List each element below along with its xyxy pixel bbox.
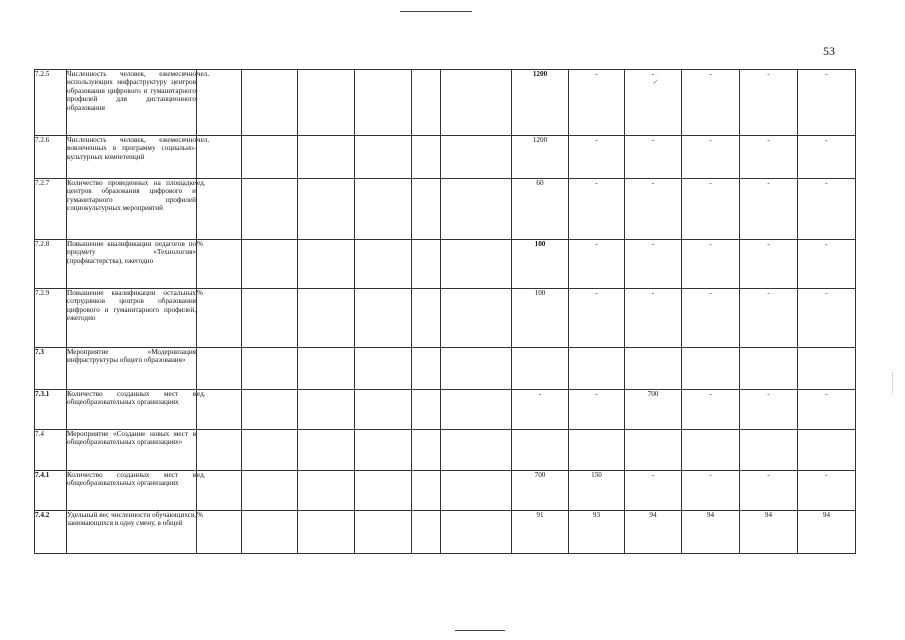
value-cell: 100 — [512, 240, 569, 289]
indicator-description: Повышение квалификации педагогов по предмету «Технология» (профмастерства), ежегодно — [67, 240, 197, 289]
value-cell: - — [798, 179, 856, 240]
row-number: 7.4 — [35, 430, 67, 471]
row-number: 7.2.9 — [35, 289, 67, 348]
value-cell: - — [740, 70, 798, 136]
value-cell: - — [740, 471, 798, 511]
value-cell: - — [569, 289, 625, 348]
indicator-description: Мероприятие «Модернизация инфраструктуры общего образования» — [67, 348, 197, 390]
table-row — [35, 348, 856, 390]
value-cell: - — [798, 240, 856, 289]
value-cell — [625, 430, 682, 471]
indicator-description: Удельный вес численности обучающихся, занимающихся в одну смену, в общей — [67, 511, 197, 554]
indicator-description: Численность человек, ежемесячно использующих инфраструктуру центров образования цифрового и гуманитарного профилей для дистанционного образования — [67, 70, 197, 136]
scan-artifact — [892, 372, 898, 394]
value-cell: - — [682, 240, 740, 289]
value-cell — [740, 348, 798, 390]
value-cell: - — [682, 136, 740, 179]
value-cell: - — [682, 289, 740, 348]
value-cell — [682, 348, 740, 390]
row-number: 7.3 — [35, 348, 67, 390]
unit-cell — [197, 430, 242, 471]
table-row — [35, 430, 856, 471]
unit-cell: ед. — [197, 471, 242, 511]
value-cell: - — [682, 390, 740, 430]
value-cell — [569, 430, 625, 471]
value-cell: - — [569, 70, 625, 136]
row-number: 7.4.2 — [35, 511, 67, 554]
value-cell: 94 — [682, 511, 740, 554]
indicator-description: Численность человек, ежемесячно вовлеченных в программу социально-культурных компетенций — [67, 136, 197, 179]
table-row — [35, 70, 856, 136]
indicator-description: Повышение квалификации остальных сотрудников центров образования цифрового и гуманитарного профилей, ежегодно — [67, 289, 197, 348]
value-cell: - — [798, 289, 856, 348]
unit-cell: % — [197, 511, 242, 554]
unit-cell: ед. — [197, 390, 242, 430]
value-cell: 94 — [798, 511, 856, 554]
value-text: - — [651, 70, 655, 78]
value-cell — [512, 348, 569, 390]
value-cell: - — [740, 240, 798, 289]
unit-cell: чел. — [197, 136, 242, 179]
value-cell: 91 — [512, 511, 569, 554]
value-cell: 93 — [569, 511, 625, 554]
row-number: 7.2.6 — [35, 136, 67, 179]
value-cell: - — [569, 179, 625, 240]
row-number: 7.3.1 — [35, 390, 67, 430]
top-header-rule — [400, 11, 472, 12]
unit-cell: % — [197, 240, 242, 289]
row-number: 7.4.1 — [35, 471, 67, 511]
table-row — [35, 511, 856, 554]
value-cell: - — [798, 390, 856, 430]
value-cell: - — [625, 240, 682, 289]
value-cell — [569, 348, 625, 390]
indicator-description: Мероприятие «Создание новых мест в общеобразовательных организациях» — [67, 430, 197, 471]
unit-cell: чел. — [197, 70, 242, 136]
indicators-table — [34, 69, 856, 554]
value-cell: - — [625, 289, 682, 348]
value-cell: - — [682, 70, 740, 136]
value-cell: - — [798, 70, 856, 136]
value-cell: 700 — [512, 471, 569, 511]
value-cell: 94 — [740, 511, 798, 554]
indicator-description: Количество созданных мест в общеобразовательных организациях — [67, 471, 197, 511]
value-cell: - — [740, 136, 798, 179]
indicator-description: Количество проведенных на площадке центров образования цифрового и гуманитарного профилей социокультурных мероприятий — [67, 179, 197, 240]
value-cell: - — [569, 136, 625, 179]
value-cell: - — [625, 136, 682, 179]
value-cell: 700 — [625, 390, 682, 430]
unit-cell: % — [197, 289, 242, 348]
value-cell — [625, 70, 682, 136]
value-cell: 94 — [625, 511, 682, 554]
value-cell — [512, 430, 569, 471]
value-cell: 1200 — [512, 70, 569, 136]
value-cell: - — [625, 471, 682, 511]
row-number: 7.2.5 — [35, 70, 67, 136]
unit-cell — [197, 348, 242, 390]
table-row — [35, 179, 856, 240]
value-cell — [798, 348, 856, 390]
page-number: 53 — [823, 44, 835, 58]
row-number: 7.2.7 — [35, 179, 67, 240]
value-cell: - — [740, 289, 798, 348]
table-row — [35, 136, 856, 179]
value-cell: - — [740, 390, 798, 430]
value-cell — [798, 430, 856, 471]
table-row — [35, 240, 856, 289]
value-cell: 1200 — [512, 136, 569, 179]
value-cell: - — [512, 390, 569, 430]
value-cell — [740, 430, 798, 471]
table-row — [35, 471, 856, 511]
value-cell: - — [682, 179, 740, 240]
value-cell — [625, 348, 682, 390]
table-row — [35, 390, 856, 430]
value-cell: 150 — [569, 471, 625, 511]
value-cell: - — [740, 179, 798, 240]
value-cell: - — [569, 390, 625, 430]
value-cell: - — [625, 179, 682, 240]
value-cell: - — [798, 136, 856, 179]
value-cell: 100 — [512, 289, 569, 348]
value-cell: - — [569, 240, 625, 289]
value-cell: - — [798, 471, 856, 511]
value-cell — [682, 430, 740, 471]
value-cell: 60 — [512, 179, 569, 240]
indicator-description: Количество созданных мест в общеобразовательных организациях — [67, 390, 197, 430]
table-row — [35, 289, 856, 348]
handwritten-mark: ✓ — [652, 78, 658, 87]
bottom-footer-rule — [455, 630, 505, 631]
unit-cell: ед. — [197, 179, 242, 240]
row-number: 7.2.8 — [35, 240, 67, 289]
value-cell: - — [682, 471, 740, 511]
